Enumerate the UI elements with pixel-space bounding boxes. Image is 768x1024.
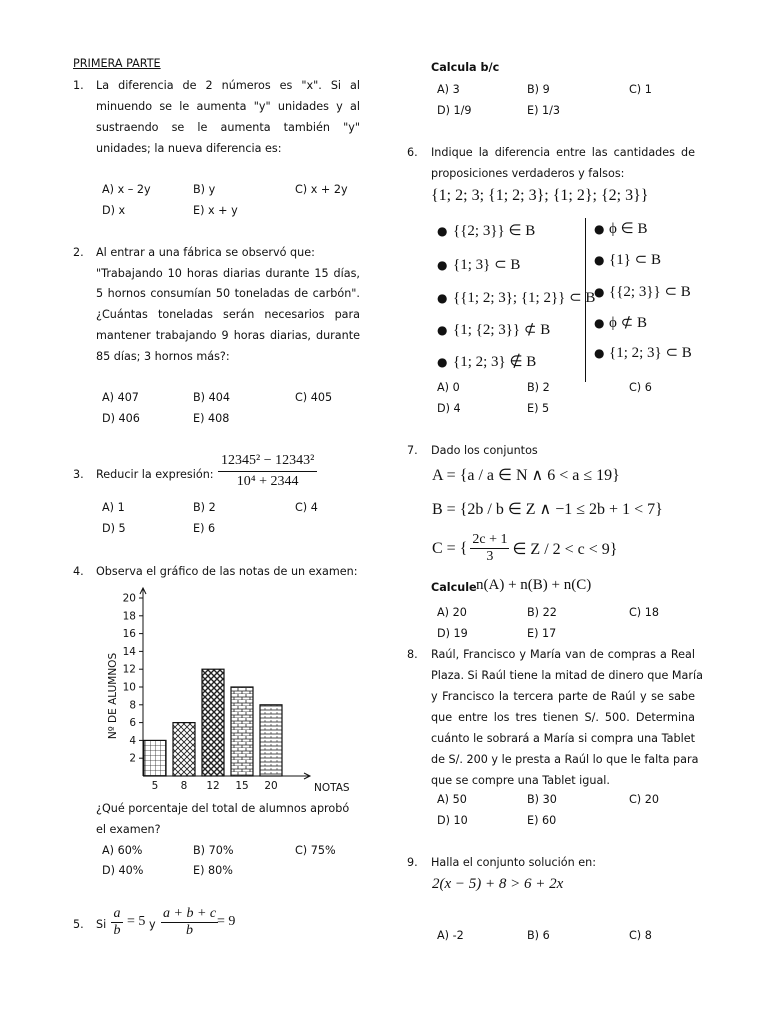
q5-number: 5. xyxy=(73,918,84,931)
q8-option-c[interactable]: C) 20 xyxy=(629,793,659,806)
q1-option-d[interactable]: D) x xyxy=(102,204,126,217)
q3-option-a[interactable]: A) 1 xyxy=(102,501,125,514)
q4-question-line-1: ¿Qué porcentaje del total de alumnos aprobó xyxy=(96,802,350,815)
q6-line-2: proposiciones verdaderos y falsos: xyxy=(431,167,625,180)
q5-fraction-2 xyxy=(161,906,218,939)
x-tick-label: 15 xyxy=(235,780,249,792)
grades-bar-chart xyxy=(100,580,360,800)
y-tick-label: 12 xyxy=(122,663,136,676)
q6-right-2: {1} ⊂ B xyxy=(609,252,661,268)
q2-option-c[interactable]: C) 405 xyxy=(295,391,333,404)
q6-bullet-r2: ● xyxy=(594,253,605,267)
q7-set-b: B = {2b / b ∈ Z ∧ −1 ≤ 2b + 1 < 7} xyxy=(432,501,663,518)
q2-number: 2. xyxy=(73,246,84,259)
q5-eq2: = 9 xyxy=(217,914,236,929)
q7-option-e[interactable]: E) 17 xyxy=(527,627,557,640)
bar-12 xyxy=(202,669,224,776)
chart-bars xyxy=(144,669,282,776)
q6-set-b: {1; 2; 3; {1; 2; 3}; {1; 2}; {2; 3}} xyxy=(431,187,649,204)
q1-line-1: La diferencia de 2 números es "x". Si al xyxy=(96,79,360,92)
q1-option-a[interactable]: A) x – 2y xyxy=(102,183,151,196)
q8-line-3: y Francisco la tercera parte de Raúl y se sabe xyxy=(431,690,695,703)
q6-number: 6. xyxy=(407,146,418,159)
q6-bullet-l1: ● xyxy=(437,224,448,238)
q6-right-3: {{2; 3}} ⊂ B xyxy=(609,284,691,300)
y-tick-label: 20 xyxy=(122,592,136,605)
q3-option-e[interactable]: E) 6 xyxy=(193,522,216,535)
q5-si: Si xyxy=(96,918,107,931)
q5-option-c[interactable]: C) 1 xyxy=(629,83,652,96)
x-axis-label: NOTAS xyxy=(314,782,350,794)
q6-left-2: {1; 3} ⊂ B xyxy=(453,257,521,273)
q6-bullet-l4: ● xyxy=(437,323,448,337)
q8-line-1: Raúl, Francisco y María van de compras a Real xyxy=(431,648,695,661)
q7-set-c xyxy=(432,532,617,565)
q5-f2-num: a + b + c xyxy=(163,906,217,921)
q9-text: Halla el conjunto solución en: xyxy=(431,856,596,869)
q4-option-a[interactable]: A) 60% xyxy=(102,844,143,857)
q9-option-b[interactable]: B) 6 xyxy=(527,929,550,942)
q6-right-1: ϕ ∈ B xyxy=(609,221,648,237)
x-tick-label: 5 xyxy=(151,780,159,792)
q7-setc-fraction xyxy=(470,532,509,565)
q6-option-e[interactable]: E) 5 xyxy=(527,402,550,415)
q2-line-4: ¿Cuántas toneladas serán necesarios para xyxy=(96,308,360,321)
q1-line-2: minuendo se le aumenta "y" unidades y al xyxy=(96,100,360,113)
q5-f1-den: b xyxy=(113,923,121,938)
q5-f1-num: a xyxy=(111,906,123,923)
q1-option-b[interactable]: B) y xyxy=(193,183,216,196)
q1-line-4: unidades; la nueva diferencia es: xyxy=(96,142,282,155)
q8-line-6: de S/. 200 y le presta a Raúl lo que le falta para xyxy=(431,753,699,766)
q1-option-e[interactable]: E) x + y xyxy=(193,204,238,217)
q7-option-b[interactable]: B) 22 xyxy=(527,606,557,619)
q5-option-d[interactable]: D) 1/9 xyxy=(437,104,472,117)
q8-line-5: cuánto le sobrará a María si compra una Tablet xyxy=(431,732,695,745)
q9-expression: 2(x − 5) + 8 > 6 + 2x xyxy=(432,876,564,892)
q6-left-5: {1; 2; 3} ∉ B xyxy=(453,354,537,370)
x-tick-label: 20 xyxy=(264,780,278,792)
q6-option-a[interactable]: A) 0 xyxy=(437,381,460,394)
q8-line-4: que entre los tres tienen S/. 500. Determina xyxy=(431,711,695,724)
q8-line-2: Plaza. Si Raúl tiene la mitad de dinero que María xyxy=(431,669,703,682)
y-axis-label: Nº DE ALUMNOS xyxy=(107,652,119,740)
q8-number: 8. xyxy=(407,648,418,661)
q5-eq1: = 5 xyxy=(127,914,146,929)
q5-option-e[interactable]: E) 1/3 xyxy=(527,104,560,117)
q3-option-b[interactable]: B) 2 xyxy=(193,501,216,514)
q2-option-e[interactable]: E) 408 xyxy=(193,412,230,425)
q5-f2-den: b xyxy=(186,923,194,938)
q3-text: Reducir la expresión: xyxy=(96,468,214,481)
q7-setc-num: 2c + 1 xyxy=(472,532,508,547)
q3-numerator: 12345² − 12343² xyxy=(218,453,317,472)
q9-number: 9. xyxy=(407,856,418,869)
q1-number: 1. xyxy=(73,79,84,92)
q6-bullet-r3: ● xyxy=(594,285,605,299)
q4-option-d[interactable]: D) 40% xyxy=(102,864,144,877)
q1-option-c[interactable]: C) x + 2y xyxy=(295,183,348,196)
q6-right-4: ϕ ⊄ B xyxy=(609,315,647,331)
q3-fraction xyxy=(218,453,317,490)
q6-bullet-l5: ● xyxy=(437,355,448,369)
section-heading: PRIMERA PARTE xyxy=(73,57,161,70)
q6-option-b[interactable]: B) 2 xyxy=(527,381,550,394)
y-tick-label: 4 xyxy=(129,734,136,747)
q3-option-c[interactable]: C) 4 xyxy=(295,501,318,514)
q2-option-b[interactable]: B) 404 xyxy=(193,391,230,404)
q6-left-1: {{2; 3}} ∈ B xyxy=(453,223,536,239)
q3-number: 3. xyxy=(73,468,84,481)
q6-bullet-l2: ● xyxy=(437,258,448,272)
y-tick-label: 6 xyxy=(129,717,136,730)
q2-line-6: 85 días; 3 hornos más?: xyxy=(96,350,230,363)
q7-set-a: A = {a / a ∈ N ∧ 6 < a ≤ 19} xyxy=(432,467,620,484)
q7-number: 7. xyxy=(407,444,418,457)
q7-setc-suffix: ∈ Z / 2 < c < 9} xyxy=(512,540,618,558)
q8-option-e[interactable]: E) 60 xyxy=(527,814,557,827)
q2-line-1: Al entrar a una fábrica se observó que: xyxy=(96,246,315,259)
q6-right-5: {1; 2; 3} ⊂ B xyxy=(609,345,692,361)
q6-bullet-r1: ● xyxy=(594,222,605,236)
y-tick-label: 16 xyxy=(122,628,136,641)
y-tick-label: 14 xyxy=(122,645,136,658)
q9-option-a[interactable]: A) -2 xyxy=(437,929,464,942)
q7-text: Dado los conjuntos xyxy=(431,444,538,457)
q6-left-4: {1; {2; 3}} ⊄ B xyxy=(453,322,551,338)
q4-question-line-2: el examen? xyxy=(96,823,161,836)
q4-option-b[interactable]: B) 70% xyxy=(193,844,234,857)
q7-option-a[interactable]: A) 20 xyxy=(437,606,467,619)
x-tick-label: 12 xyxy=(206,780,220,792)
q4-number: 4. xyxy=(73,565,84,578)
q4-option-c[interactable]: C) 75% xyxy=(295,844,336,857)
q6-option-c[interactable]: C) 6 xyxy=(629,381,652,394)
q4-option-e[interactable]: E) 80% xyxy=(193,864,233,877)
x-tick-label: 8 xyxy=(180,780,188,792)
q5-prompt: Calcula b/c xyxy=(431,61,500,74)
q2-option-a[interactable]: A) 407 xyxy=(102,391,139,404)
q5-y: y xyxy=(149,918,156,931)
y-tick-label: 2 xyxy=(129,752,136,765)
q2-line-3: 5 hornos consumían 50 toneladas de carbón". xyxy=(96,287,360,300)
q7-calc-label: Calcule xyxy=(431,581,477,594)
q8-line-7: que se compre una Tablet igual. xyxy=(431,774,610,787)
bar-20 xyxy=(260,705,282,776)
q7-option-c[interactable]: C) 18 xyxy=(629,606,659,619)
q8-option-b[interactable]: B) 30 xyxy=(527,793,557,806)
q3-option-d[interactable]: D) 5 xyxy=(102,522,126,535)
q6-bullet-l3: ● xyxy=(437,291,448,305)
bar-15 xyxy=(231,687,253,776)
y-tick-label: 8 xyxy=(129,699,136,712)
y-tick-label: 18 xyxy=(122,610,136,623)
q7-setc-den: 3 xyxy=(486,549,494,564)
q2-line-2: "Trabajando 10 horas diarias durante 15 días, xyxy=(96,267,360,280)
q6-bullet-r4: ● xyxy=(594,316,605,330)
q5-option-a[interactable]: A) 3 xyxy=(437,83,460,96)
q8-option-d[interactable]: D) 10 xyxy=(437,814,468,827)
q7-option-d[interactable]: D) 19 xyxy=(437,627,468,640)
q7-setc-prefix: C = { xyxy=(432,539,468,557)
bar-5 xyxy=(144,740,166,776)
q3-denominator: 10⁴ + 2344 xyxy=(236,474,299,489)
q6-option-d[interactable]: D) 4 xyxy=(437,402,461,415)
q8-option-a[interactable]: A) 50 xyxy=(437,793,467,806)
y-tick-label: 10 xyxy=(122,681,136,694)
q2-line-5: mantener trabajando 9 horas diarias, durante xyxy=(96,329,360,342)
q5-fraction-1 xyxy=(111,906,123,939)
q6-bullet-r5: ● xyxy=(594,346,605,360)
q6-left-3: {{1; 2; 3}; {1; 2}} ⊂ B xyxy=(453,290,596,306)
q6-line-1: Indique la diferencia entre las cantidades de xyxy=(431,146,695,159)
q5-option-b[interactable]: B) 9 xyxy=(527,83,550,96)
q7-calc-expr: n(A) + n(B) + n(C) xyxy=(476,577,592,593)
q2-option-d[interactable]: D) 406 xyxy=(102,412,140,425)
bar-8 xyxy=(173,723,195,776)
q4-text: Observa el gráfico de las notas de un examen: xyxy=(96,565,358,578)
q1-line-3: sustraendo se le aumenta también "y" xyxy=(96,121,360,134)
q9-option-c[interactable]: C) 8 xyxy=(629,929,652,942)
